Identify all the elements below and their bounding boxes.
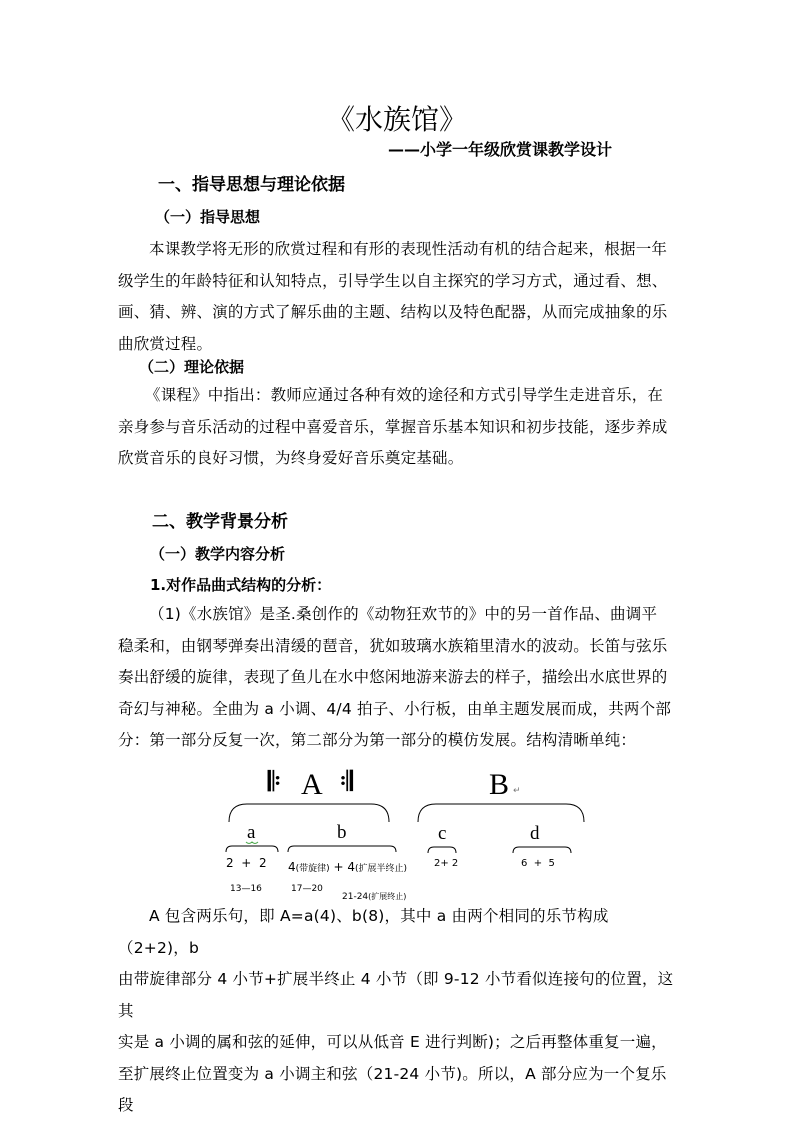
paragraph-line: 《课程》中指出：教师应通过各种有效的途径和方式引导学生走进音乐，在 <box>145 386 664 404</box>
part-a-label: A <box>301 768 323 801</box>
phrase-a-label: a <box>247 822 256 843</box>
phrase-a-measures: 2 + 2 <box>226 856 267 870</box>
structure-analysis-heading: 1.对作品曲式结构的分析： <box>150 576 332 594</box>
section2-paragraph-1 <box>118 599 678 757</box>
paragraph-line: （1)《水族馆》是圣.桑创作的《动物狂欢节的》中的另一首作品、曲调平 <box>149 605 658 623</box>
section1-sub1-heading: （一）指导思想 <box>155 208 261 226</box>
section1-sub1-paragraph <box>118 234 678 360</box>
paragraph-line: 曲欣赏过程。 <box>118 334 213 353</box>
bar-range-2: 17—20 <box>291 884 323 894</box>
document-subtitle: ——小学一年级欣赏课教学设计 <box>388 140 613 159</box>
paragraph-mark: ↵ <box>513 786 521 796</box>
paragraph-line: 欣赏音乐的良好习惯，为终身爱好音乐奠定基础。 <box>118 449 464 467</box>
part-b-label: B <box>489 768 510 801</box>
document-title: 《水族馆》 <box>326 103 467 136</box>
phrase-d-measures: 6 + 5 <box>521 858 555 869</box>
bar-range-3: 21-24(扩展终止) <box>342 892 407 902</box>
section2-heading: 二、教学背景分析 <box>152 512 288 532</box>
paragraph-line: 分：第一部分反复一次，第二部分为第一部分的模仿发展。结构清晰单纯： <box>118 731 637 749</box>
phrase-c-measures: 2+ 2 <box>434 858 459 869</box>
paragraph-line: 由带旋律部分 4 小节+扩展半终止 4 小节（即 9-12 小节看似连接句的位置，这其 <box>118 970 674 1020</box>
bar-range-1: 13—16 <box>230 884 262 894</box>
paragraph-line: 稳柔和，由钢琴弹奏出清缓的琶音，犹如玻璃水族箱里清水的波动。长笛与弦乐 <box>118 636 668 655</box>
section2-sub1-heading: （一）教学内容分析 <box>150 545 286 563</box>
phrase-d-bracket <box>513 847 571 853</box>
phrase-c-bracket <box>428 847 456 853</box>
phrase-c-label: c <box>438 823 447 844</box>
phrase-b-measures: 4(带旋律) + 4(扩展半终止) <box>288 860 408 874</box>
section1-heading: 一、指导思想与理论依据 <box>158 175 345 195</box>
paragraph-line: 亲身参与音乐活动的过程中喜爱音乐，掌握音乐基本知识和初步技能，逐步养成 <box>118 417 668 436</box>
paragraph-line: 实是 a 小调的属和弦的延伸，可以从低音 E 进行判断)；之后再整体重复一遍， <box>118 1033 667 1051</box>
phrase-b-label: b <box>337 822 347 843</box>
paragraph-line: 奏出舒缓的旋律，表现了鱼儿在水中悠闲地游来游去的样子，描绘出水底世界的 <box>118 668 668 686</box>
paragraph-line: 画、猜、辨、演的方式了解乐曲的主题、结构以及特色配器，从而完成抽象的乐 <box>118 303 668 321</box>
paragraph-line: 至扩展终止位置变为 a 小调主和弦（21-24 小节)。所以，A 部分应为一个复乐段 <box>118 1064 667 1114</box>
section1-sub2-paragraph <box>118 380 678 475</box>
phrase-a-bracket <box>226 846 278 852</box>
part-a-bracket <box>229 804 389 822</box>
repeat-start-sign: 𝄆 <box>268 767 281 797</box>
section2-paragraph-2 <box>118 901 678 1122</box>
part-b-bracket <box>418 804 584 822</box>
phrase-d-label: d <box>530 823 540 844</box>
repeat-end-sign: 𝄇 <box>340 767 353 797</box>
phrase-b-bracket <box>288 846 396 852</box>
paragraph-line: A 包含两乐句，即 A=a(4)、b(8)，其中 a 由两个相同的乐节构成（2+2)，b <box>118 907 609 957</box>
diagram-brackets <box>0 760 794 900</box>
section1-sub2-heading: （二）理论依据 <box>139 358 245 376</box>
paragraph-line: 奇幻与神秘。全曲为 a 小调、4/4 拍子、小行板，由单主题发展而成，共两个部 <box>118 699 672 718</box>
form-structure-diagram <box>0 760 794 900</box>
paragraph-line: 本课教学将无形的欣赏过程和有形的表现性活动有机的结合起来，根据一年 <box>149 240 668 258</box>
paragraph-line: 级学生的年龄特征和认知特点，引导学生以自主探究的学习方式，通过看、想、 <box>118 271 668 290</box>
